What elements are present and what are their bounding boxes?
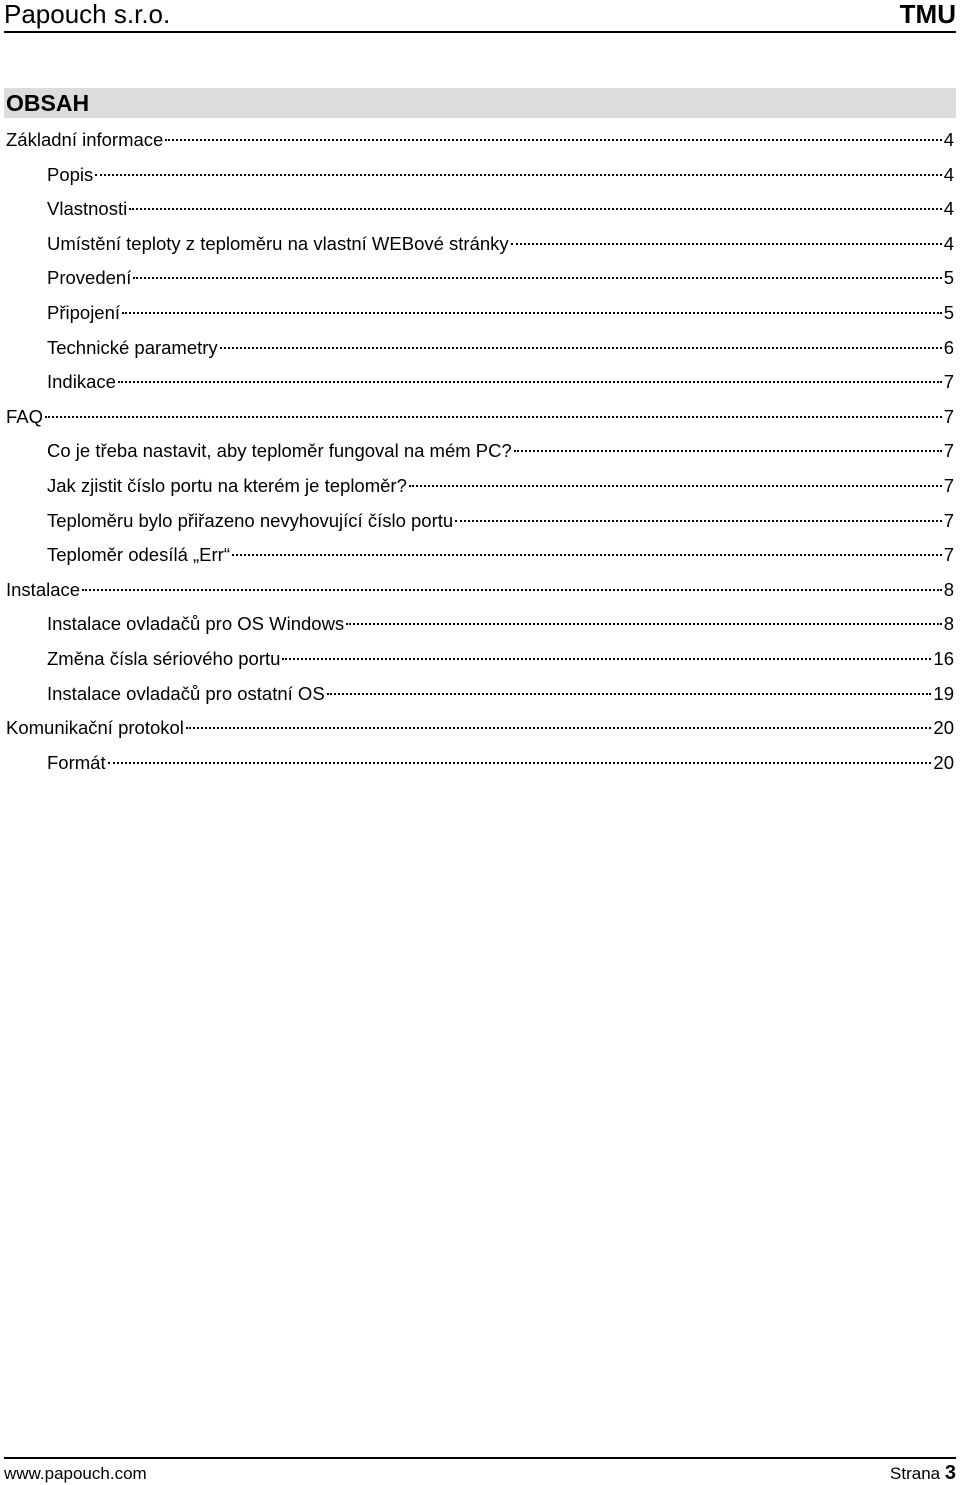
toc-dot-leader xyxy=(455,520,942,522)
toc-entry-title: Co je třeba nastavit, aby teploměr fungoval na mém PC? xyxy=(47,440,512,462)
toc-entry-title: Jak zjistit číslo portu na kterém je teploměr? xyxy=(47,474,407,496)
toc-entry-page: 19 xyxy=(933,682,954,704)
toc-entry-title: Teploměru bylo přiřazeno nevyhovující číslo portu xyxy=(47,509,454,531)
company-name: Papouch s.r.o. xyxy=(4,0,171,29)
toc-entry[interactable] xyxy=(6,434,954,469)
toc-dot-leader xyxy=(409,485,942,487)
page-header xyxy=(4,0,956,33)
page-footer xyxy=(4,1457,956,1485)
toc-entry-title: Umístění teploty z teploměru na vlastní WEBové stránky xyxy=(47,232,509,254)
toc-dot-leader xyxy=(327,693,932,695)
toc-entry-page: 8 xyxy=(943,578,954,600)
table-of-contents xyxy=(6,123,954,780)
toc-entry[interactable] xyxy=(6,331,954,366)
toc-entry-page: 5 xyxy=(943,301,954,323)
toc-dot-leader xyxy=(108,762,932,764)
toc-dot-leader xyxy=(122,312,942,314)
product-name: TMU xyxy=(899,0,956,29)
toc-entry-page: 4 xyxy=(943,198,954,220)
toc-dot-leader xyxy=(186,727,932,729)
toc-entry-title: Vlastnosti xyxy=(47,198,128,220)
toc-entry[interactable] xyxy=(6,227,954,262)
toc-entry-page: 4 xyxy=(943,163,954,185)
toc-entry[interactable] xyxy=(6,123,954,158)
toc-entry-page: 4 xyxy=(943,232,954,254)
toc-entry-page: 7 xyxy=(943,474,954,496)
toc-dot-leader xyxy=(45,416,942,418)
toc-entry[interactable] xyxy=(6,365,954,400)
toc-entry-title: Formát xyxy=(47,751,106,773)
toc-dot-leader xyxy=(511,243,942,245)
toc-dot-leader xyxy=(282,658,931,660)
toc-entry-page: 7 xyxy=(943,544,954,566)
toc-entry-page: 20 xyxy=(933,751,954,773)
toc-entry-title: Instalace ovladačů pro OS Windows xyxy=(47,613,345,635)
toc-heading: OBSAH xyxy=(4,88,956,118)
toc-dot-leader xyxy=(129,208,941,210)
toc-entry-page: 16 xyxy=(933,647,954,669)
toc-entry[interactable] xyxy=(6,538,954,573)
toc-entry[interactable] xyxy=(6,607,954,642)
toc-entry-title: Komunikační protokol xyxy=(6,717,184,739)
page-label: Strana xyxy=(890,1464,941,1483)
toc-entry-page: 4 xyxy=(943,129,954,150)
toc-entry-page: 5 xyxy=(943,267,954,289)
toc-entry-title: Indikace xyxy=(47,371,116,393)
toc-entry[interactable] xyxy=(6,642,954,677)
toc-entry[interactable] xyxy=(6,158,954,193)
toc-entry-page: 8 xyxy=(943,613,954,635)
toc-dot-leader xyxy=(220,347,942,349)
toc-entry-page: 7 xyxy=(943,405,954,427)
toc-entry-title: Popis xyxy=(47,163,94,185)
toc-entry-page: 7 xyxy=(943,440,954,462)
toc-entry[interactable] xyxy=(6,677,954,712)
toc-dot-leader xyxy=(232,554,942,556)
toc-dot-leader xyxy=(133,277,941,279)
toc-entry-title: Technické parametry xyxy=(47,336,218,358)
toc-entry-title: FAQ xyxy=(6,405,44,427)
toc-entry-page: 7 xyxy=(943,509,954,531)
toc-entry-title: Připojení xyxy=(47,301,121,323)
toc-entry-page: 20 xyxy=(933,717,954,739)
toc-entry[interactable] xyxy=(6,573,954,608)
toc-entry[interactable] xyxy=(6,469,954,504)
toc-entry-title: Provedení xyxy=(47,267,132,289)
toc-dot-leader xyxy=(346,623,942,625)
page-number: 3 xyxy=(944,1462,956,1484)
toc-entry-title: Změna čísla sériového portu xyxy=(47,647,281,669)
toc-dot-leader xyxy=(95,174,941,176)
toc-entry[interactable] xyxy=(6,296,954,331)
toc-entry-title: Instalace xyxy=(6,578,81,600)
toc-dot-leader xyxy=(165,139,941,141)
toc-entry-title: Instalace ovladačů pro ostatní OS xyxy=(47,682,325,704)
toc-entry-page: 6 xyxy=(943,336,954,358)
toc-entry[interactable] xyxy=(6,261,954,296)
toc-entry[interactable] xyxy=(6,400,954,435)
website-link[interactable]: www.papouch.com xyxy=(4,1464,147,1483)
toc-entry[interactable] xyxy=(6,192,954,227)
toc-dot-leader xyxy=(514,450,942,452)
toc-entry[interactable] xyxy=(6,711,954,746)
toc-dot-leader xyxy=(82,589,942,591)
toc-dot-leader xyxy=(118,381,942,383)
toc-entry[interactable] xyxy=(6,504,954,539)
toc-entry-page: 7 xyxy=(943,371,954,393)
page-indicator xyxy=(890,1462,956,1485)
toc-entry-title: Teploměr odesílá „Err“ xyxy=(47,544,231,566)
toc-entry[interactable] xyxy=(6,746,954,781)
toc-entry-title: Základní informace xyxy=(6,129,164,150)
